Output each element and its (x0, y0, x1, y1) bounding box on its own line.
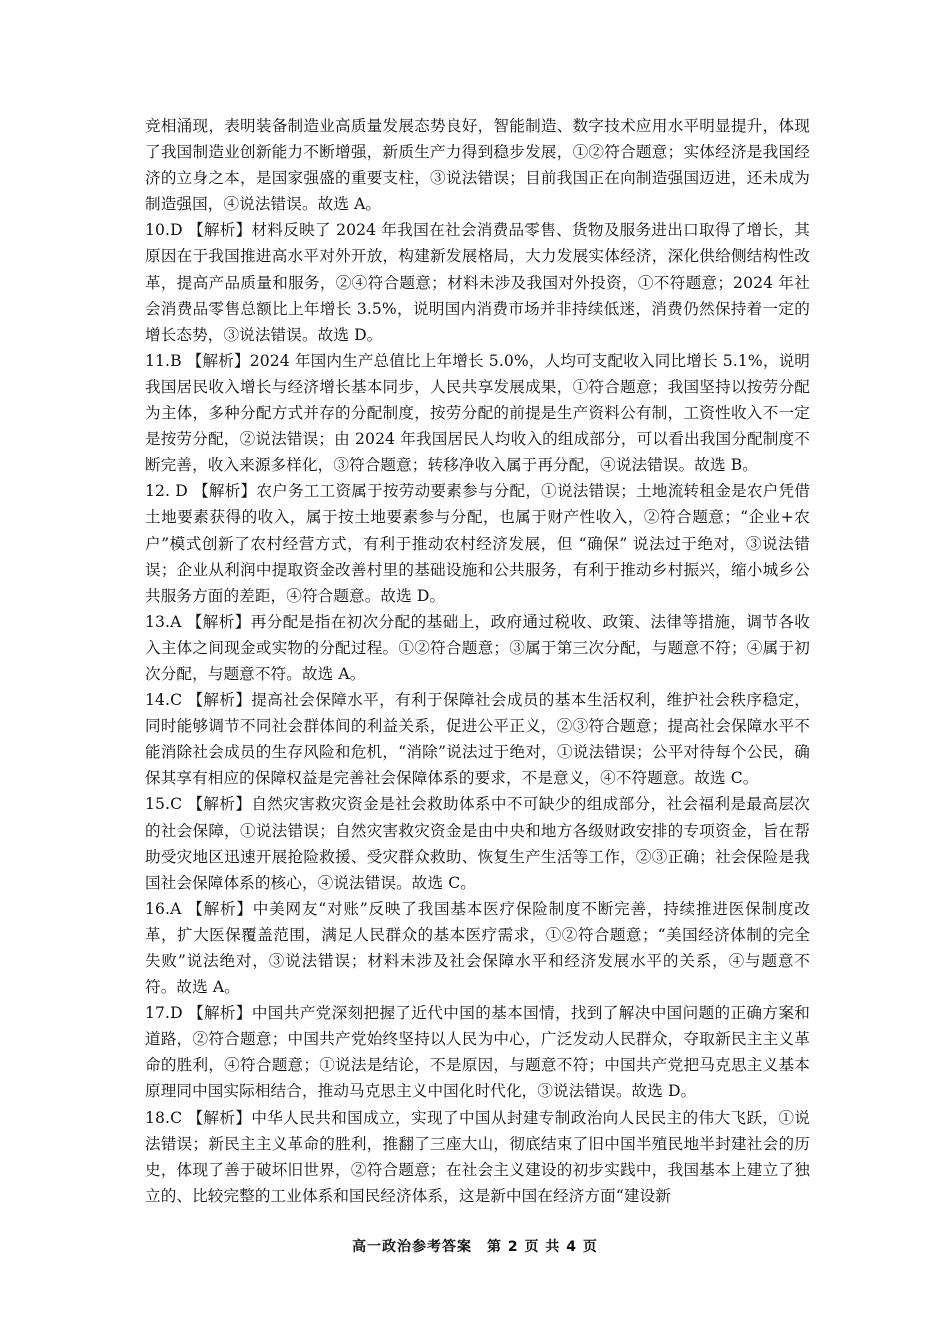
answer-paragraph-9-cont: 竞相涌现，表明装备制造业高质量发展态势良好，智能制造、数字技术应用水平明显提升，体现了我国制造业创新能力不断增强，新质生产力得到稳步发展，①②符合题意；实体经济是我国经济的立身之本，是国家强盛的重要支柱，③说法错误；目前我国正在向制造强国迈进，还未成为制造强国，④说法错误。故选 A。 (145, 117, 810, 214)
answer-paragraph-14: 14.C 【解析】提高社会保障水平，有利于保障社会成员的基本生活权利，维护社会秩序稳定，同时能够调节不同社会群体间的利益关系，促进公平正义，②③符合题意；提高社会保障水平不能消除社会成员的生存风险和危机，“消除”说法过于绝对，①说法错误；公平对待每个公民，确保其享有相应的保障权益是完善社会保障体系的要求，不是意义，④不符题意。故选 C。 (145, 691, 810, 788)
answer-paragraph-18: 18.C 【解析】中华人民共和国成立，实现了中国从封建专制政治向人民民主的伟大飞跃，①说法错误；新民主主义革命的胜利，推翻了三座大山，彻底结束了旧中国半殖民地半封建社会的历史，体现了善于破坏旧世界，②符合题意；在社会主义建设的初步实践中，我国基本上建立了独立的、比较完整的工业体系和国民经济体系，这是新中国在经济方面“建设新 (145, 1108, 810, 1205)
answer-paragraph-15: 15.C 【解析】自然灾害救灾资金是社会救助体系中不可缺少的组成部分，社会福利是最高层次的社会保障，①说法错误；自然灾害救灾资金是由中央和地方各级财政安排的专项资金，旨在帮助受灾地区迅速开展抢险救援、受灾群众救助、恢复生产生活等工作，②③正确；社会保险是我国社会保障体系的核心，④说法错误。故选 C。 (145, 795, 810, 892)
answer-paragraph-10: 10.D 【解析】材料反映了 2024 年我国在社会消费品零售、货物及服务进出口取得了增长，其原因在于我国推进高水平对外开放，构建新发展格局，大力发展实体经济，深化供给侧结构性改革，提高产品质量和服务，②④符合题意；材料未涉及我国对外投资，①不符题意；2024 年社会消费品零售总额比上年增长 3.5%，说明国内消费市场并非持续低迷，消费仍然保持着一定的增长态势，③说法错误。故选 D。 (145, 221, 810, 344)
answer-paragraph-12: 12. D 【解析】农户务工工资属于按劳动要素参与分配，①说法错误；土地流转租金是农户凭借土地要素获得的收入，属于按土地要素参与分配，也属于财产性收入，②符合题意；“企业+农户”模式创新了农村经营方式，有利于推动农村经济发展，但 “确保” 说法过于绝对，③说法错误；企业从利润中提取资金改善村里的基础设施和公共服务，有利于推动乡村振兴，缩小城乡公共服务方面的差距，④符合题意。故选 D。 (145, 482, 810, 605)
answer-paragraph-16: 16.A 【解析】中美网友“对账”反映了我国基本医疗保险制度不断完善，持续推进医保制度改革，扩大医保覆盖范围，满足人民群众的基本医疗需求，①②符合题意；“美国经济体制的完全失败”说法绝对，③说法错误；材料未涉及社会保障水平和经济发展水平的关系，④与题意不符。故选 A。 (145, 899, 810, 997)
page-footer: 高一政治参考答案 第 2 页 共 4 页 (352, 1239, 598, 1255)
answer-paragraph-13: 13.A 【解析】再分配是指在初次分配的基础上，政府通过税收、政策、法律等措施，调节各收入主体之间现金或实物的分配过程。①②符合题意；③属于第三次分配，与题意不符；④属于初次分配，与题意不符。故选 A。 (145, 612, 810, 683)
document-body (145, 113, 810, 1209)
answer-paragraph-17: 17.D 【解析】中国共产党深刻把握了近代中国的基本国情，找到了解决中国问题的正确方案和道路，②符合题意；中国共产党始终坚持以人民为中心，广泛发动人民群众，夺取新民主主义革命的胜利，④符合题意；①说法是结论，不是原因，与题意不符；中国共产党把马克思主义基本原理同中国实际相结合，推动马克思主义中国化时代化，③说法错误。故选 D。 (145, 1004, 810, 1101)
answer-paragraph-11: 11.B 【解析】2024 年国内生产总值比上年增长 5.0%，人均可支配收入同比增长 5.1%，说明我国居民收入增长与经济增长基本同步，人民共享发展成果，①符合题意；我国坚持以按劳分配为主体，多种分配方式并存的分配制度，按劳分配的前提是生产资料公有制，工资性收入不一定是按劳分配，②说法错误；由 2024 年我国居民人均收入的组成部分，可以看出我国分配制度不断完善，收入来源多样化，③符合题意；转移净收入属于再分配，④说法错误。故选 B。 (145, 351, 810, 475)
